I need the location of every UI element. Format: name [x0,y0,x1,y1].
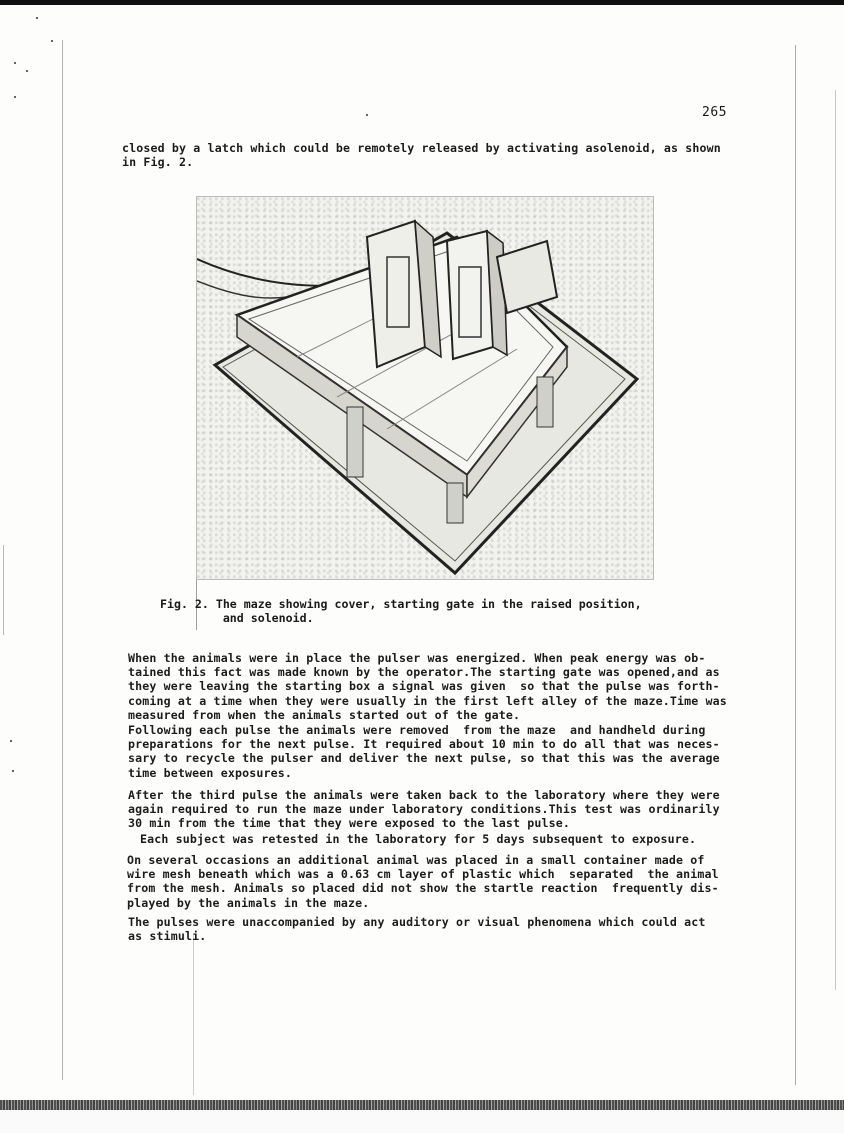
paragraph-retest [140,832,696,846]
text-line: measured from when the animals started out of the gate. [128,707,521,722]
text-line: tained this fact was made known by the operator.The starting gate was opened,and as [128,665,720,680]
scan-bottom-margin [0,1110,844,1133]
intro-paragraph [122,141,721,169]
left-margin-line [62,40,63,1080]
text-line: The pulses were unaccompanied by any auditory or visual phenomena which could act [128,915,706,929]
text-line: closed by a latch which could be remotely released by activating asolenoid, as shown [122,141,721,155]
scan-speck [366,114,368,116]
text-line: time between exposures. [128,765,292,780]
text-line: from the mesh. Animals so placed did not show the startle reaction frequently dis- [127,881,719,896]
text-line: Following each pulse the animals were removed from the maze and handheld during [128,723,706,737]
text-line: Each subject was retested in the laboratory for 5 days subsequent to exposure. [140,832,697,846]
paragraph-stimuli [128,915,706,943]
text-line: they were leaving the starting box a signal was given so that the pulse was forth- [128,679,720,694]
text-line: coming at a time when they were usually in the first left alley of the maze.Time was [128,693,727,708]
caption-line: Fig. 2. The maze showing cover, starting gate in the raised position, [160,597,642,611]
scan-bottom-edge [0,1100,844,1110]
right-margin-line [795,45,796,1085]
scan-speck [51,40,53,42]
text-line: preparations for the next pulse. It required about 10 min to do all that was neces- [128,737,720,752]
text-line: in Fig. 2. [122,155,194,170]
right-edge-line [835,90,836,990]
text-line: played by the animals in the maze. [127,895,370,910]
maze-illustration [197,197,653,579]
maze-photograph [196,196,654,580]
scan-speck [14,62,16,64]
text-line: On several occasions an additional animal was placed in a small container made of [127,853,705,867]
paragraph-third-pulse [128,788,720,831]
scan-speck [14,96,16,98]
text-line: 30 min from the time that they were exposed to the last pulse. [128,816,571,831]
figure-caption [160,597,642,625]
text-line: sary to recycle the pulser and deliver the next pulse, so that this was the average [128,751,720,766]
page-number: 265 [702,105,727,120]
scan-speck [10,740,12,742]
scan-speck [36,17,38,19]
paragraph-following [128,723,720,780]
left-edge-mark [3,545,4,635]
paragraph-wire-mesh [127,853,719,910]
text-line: After the third pulse the animals were taken back to the laboratory where they were [128,788,720,802]
paragraph-pulser [128,651,727,722]
caption-line: and solenoid. [160,611,314,625]
scan-top-edge [0,0,844,5]
text-line: wire mesh beneath which was a 0.63 cm layer of plastic which separated the animal [127,867,719,882]
lower-fold-line [193,935,194,1095]
text-line: When the animals were in place the pulser was energized. When peak energy was ob- [128,651,706,665]
text-line: again required to run the maze under laboratory conditions.This test was ordinarily [128,802,720,817]
scan-speck [26,70,28,72]
text-line: as stimuli. [128,929,207,944]
scan-speck [12,770,14,772]
